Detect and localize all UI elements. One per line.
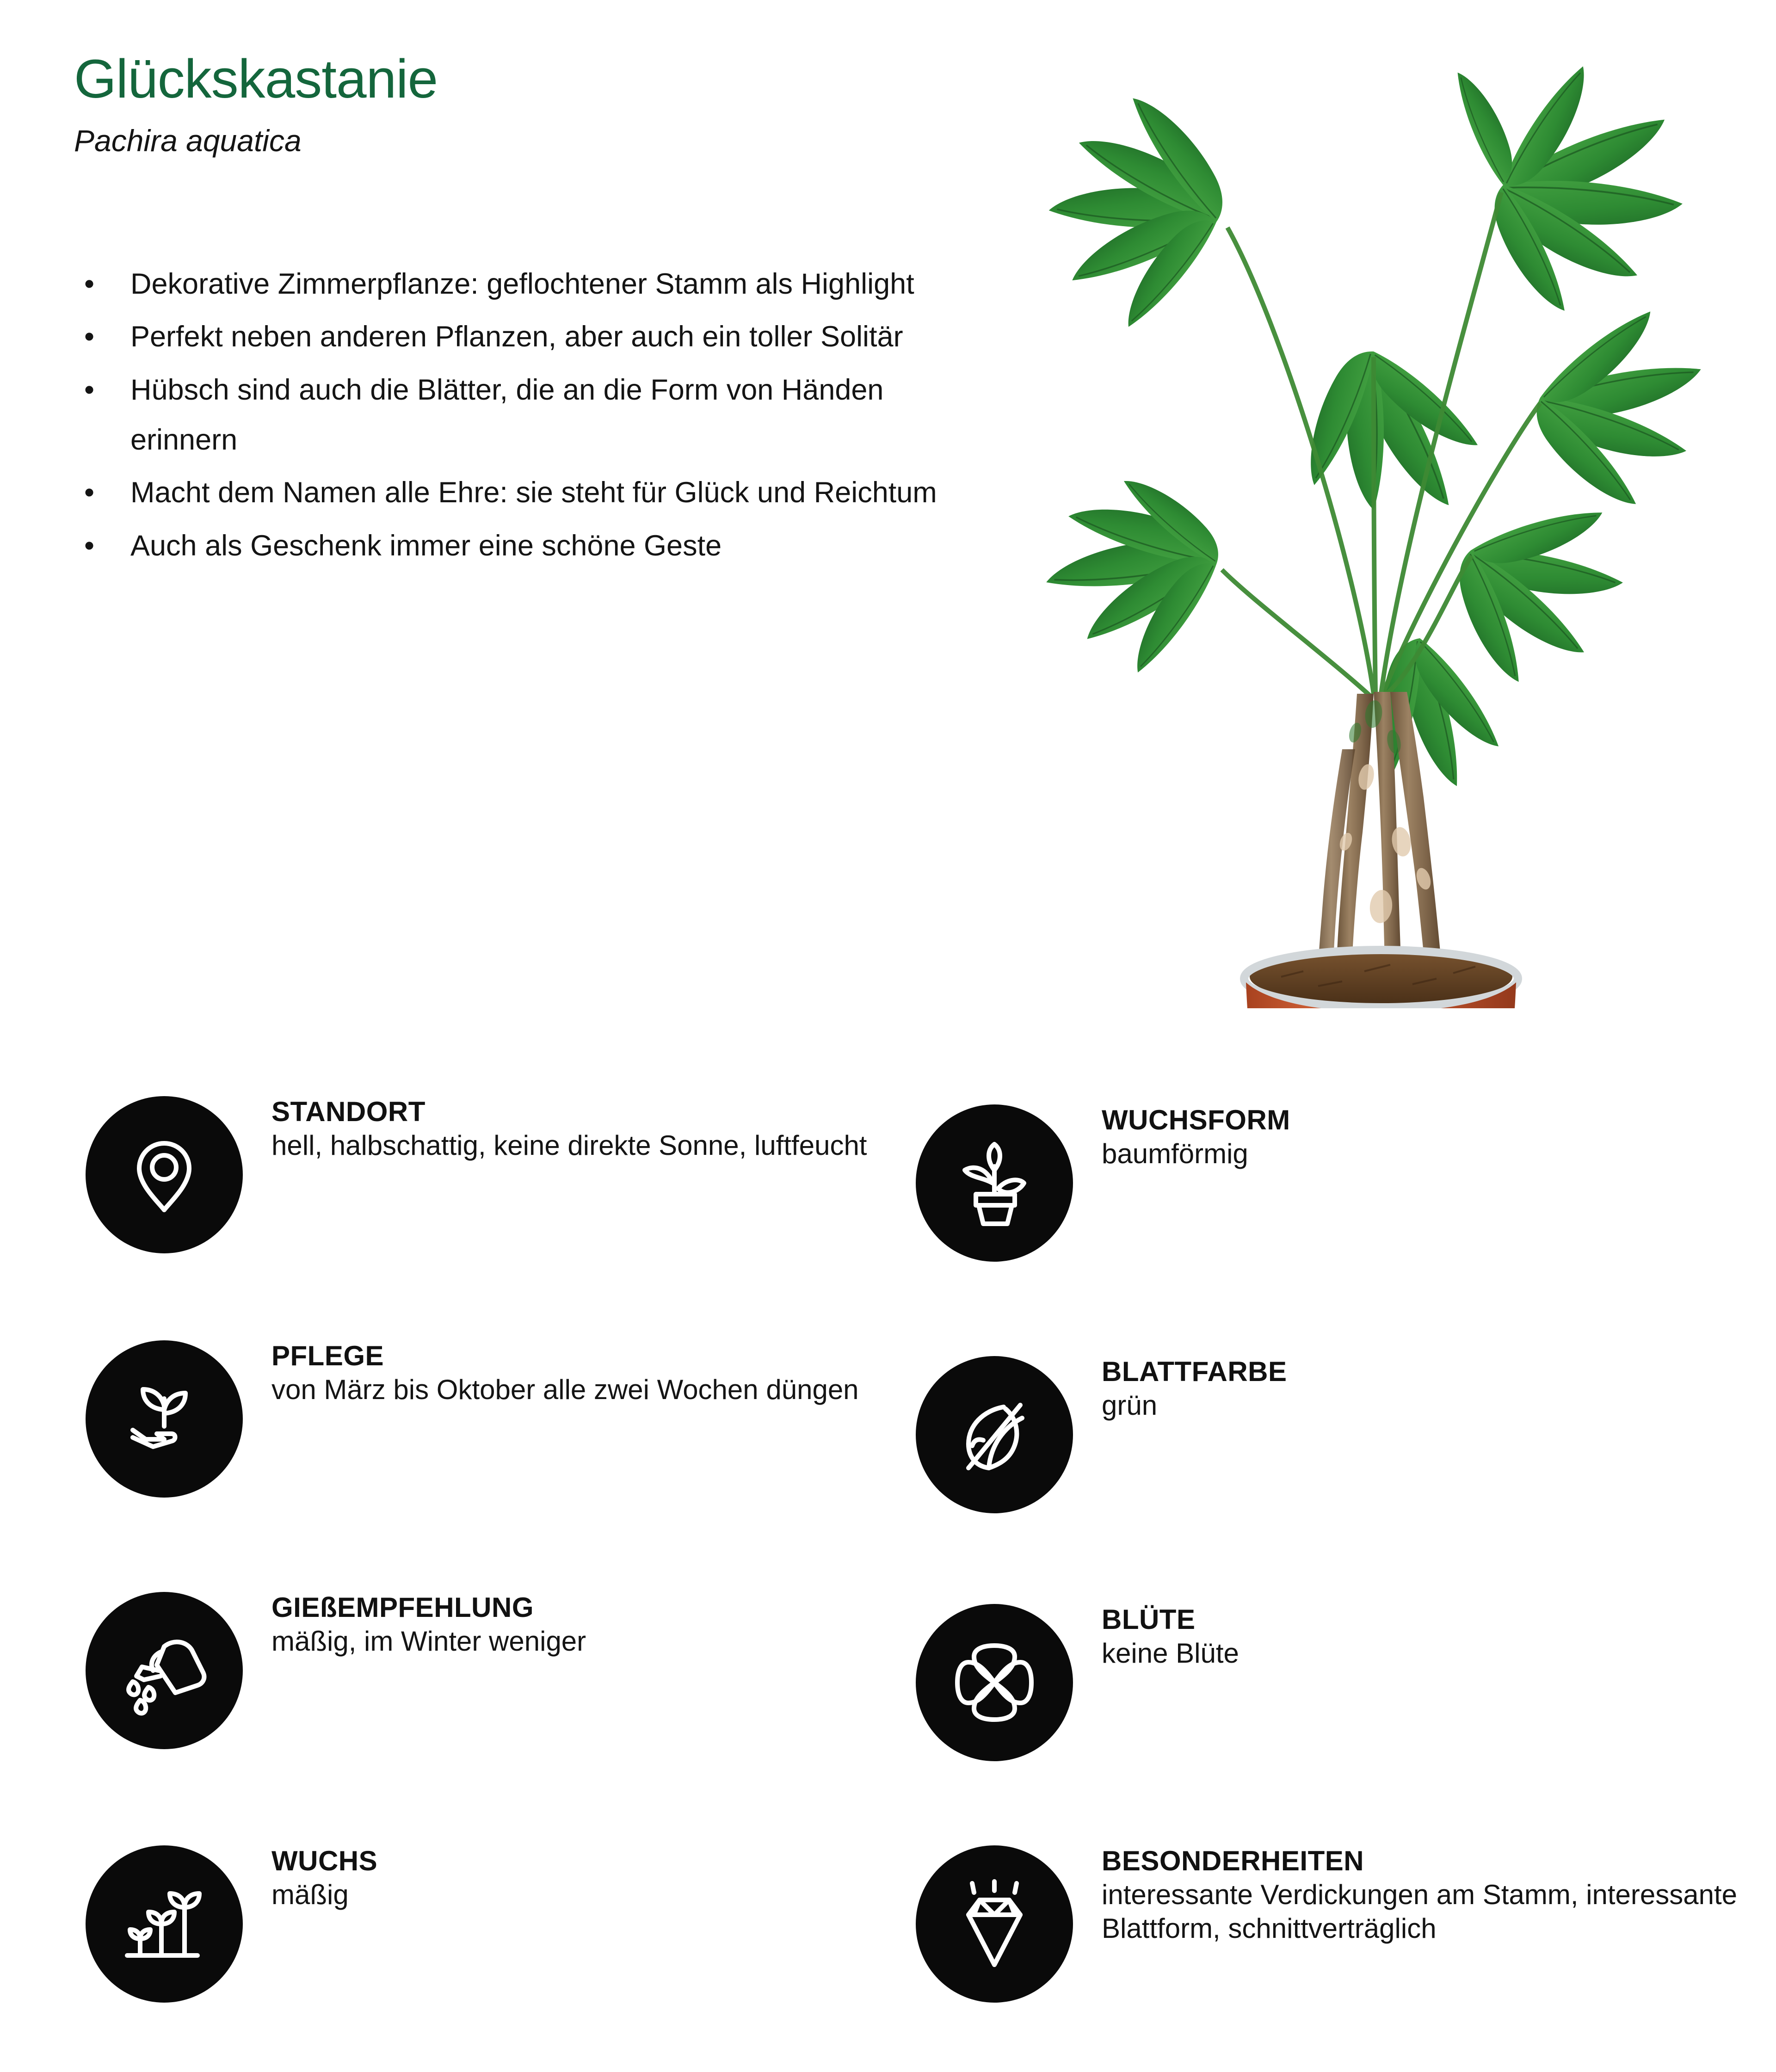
feature-bullet-item: [74, 312, 944, 362]
feature-bullet-text: Dekorative Zimmerpflanze: geflochtener Stamm als Highlight: [130, 268, 914, 300]
feature-bullet-item: [74, 468, 944, 518]
icon-row-wuchsform: [916, 1104, 1744, 1262]
bullet-dot-icon: •: [84, 268, 95, 300]
icon-title: BESONDERHEITEN: [1102, 1845, 1364, 1876]
icon-row-gie-empfehlung: [86, 1592, 900, 1749]
icon-text-block: [1073, 1104, 1744, 1171]
icon-row-blattfarbe: [916, 1356, 1744, 1513]
icon-title: WUCHSFORM: [1102, 1104, 1290, 1135]
icon-row-standort: [86, 1096, 900, 1253]
icon-description: interessante Verdickungen am Stamm, interessante Blattform, schnittverträglich: [1102, 1879, 1738, 1944]
icon-title: BLÜTE: [1102, 1604, 1196, 1635]
feature-bullet-item: [74, 365, 944, 465]
bullet-dot-icon: •: [84, 476, 95, 509]
icon-description: baumförmig: [1102, 1138, 1248, 1170]
icon-text-block: [243, 1845, 900, 1912]
icon-text-block: [243, 1592, 900, 1659]
icon-description: von März bis Oktober alle zwei Wochen düngen: [271, 1374, 859, 1406]
feature-bullet-text: Auch als Geschenk immer eine schöne Geste: [130, 529, 722, 562]
icon-title: BLATTFARBE: [1102, 1356, 1287, 1387]
diamond-icon: [916, 1845, 1073, 2003]
seedling-in-hand-icon: [86, 1340, 243, 1498]
icon-row-bl-te: [916, 1604, 1744, 1761]
icon-title: PFLEGE: [271, 1340, 384, 1371]
header-block: [74, 51, 953, 157]
feature-bullet-text: Hübsch sind auch die Blätter, die an die Form von Händen erinnern: [130, 373, 884, 456]
icon-row-pflege: [86, 1340, 900, 1498]
bullet-dot-icon: •: [84, 321, 95, 353]
icon-description: grün: [1102, 1390, 1158, 1421]
plant-illustration: [939, 46, 1753, 1008]
growth-plants-icon: [86, 1845, 243, 2003]
feature-bullet-text: Macht dem Namen alle Ehre: sie steht für Glück und Reichtum: [130, 476, 937, 509]
icon-text-block: [1073, 1604, 1744, 1671]
feature-bullet-text: Perfekt neben anderen Pflanzen, aber auch ein toller Solitär: [130, 321, 903, 353]
icon-row-besonderheiten: [916, 1845, 1744, 2003]
icon-row-wuchs: [86, 1845, 900, 2003]
feature-bullet-item: [74, 521, 944, 571]
icon-title: WUCHS: [271, 1845, 378, 1876]
watering-can-icon: [86, 1592, 243, 1749]
feature-bullet-list: [74, 259, 944, 574]
icon-description: keine Blüte: [1102, 1638, 1239, 1669]
icon-description: mäßig, im Winter weniger: [271, 1626, 586, 1657]
leaf-brush-icon: [916, 1356, 1073, 1513]
bullet-dot-icon: •: [84, 529, 95, 562]
flower-icon: [916, 1604, 1073, 1761]
latin-name: Pachira aquatica: [74, 123, 302, 158]
plant-photo: [939, 46, 1753, 1008]
icon-title: GIEßEMPFEHLUNG: [271, 1592, 534, 1623]
location-pin-icon: [86, 1096, 243, 1253]
icon-text-block: [1073, 1845, 1744, 1945]
icon-text-block: [243, 1096, 900, 1163]
feature-bullet-item: [74, 259, 944, 309]
icon-title: STANDORT: [271, 1096, 426, 1127]
page-title: Glückskastanie: [74, 49, 438, 110]
potted-plant-icon: [916, 1104, 1073, 1262]
icon-description: mäßig: [271, 1879, 349, 1911]
icon-text-block: [243, 1340, 900, 1407]
bullet-dot-icon: •: [84, 373, 95, 406]
icon-text-block: [1073, 1356, 1744, 1423]
icon-description: hell, halbschattig, keine direkte Sonne, luftfeucht: [271, 1130, 867, 1161]
